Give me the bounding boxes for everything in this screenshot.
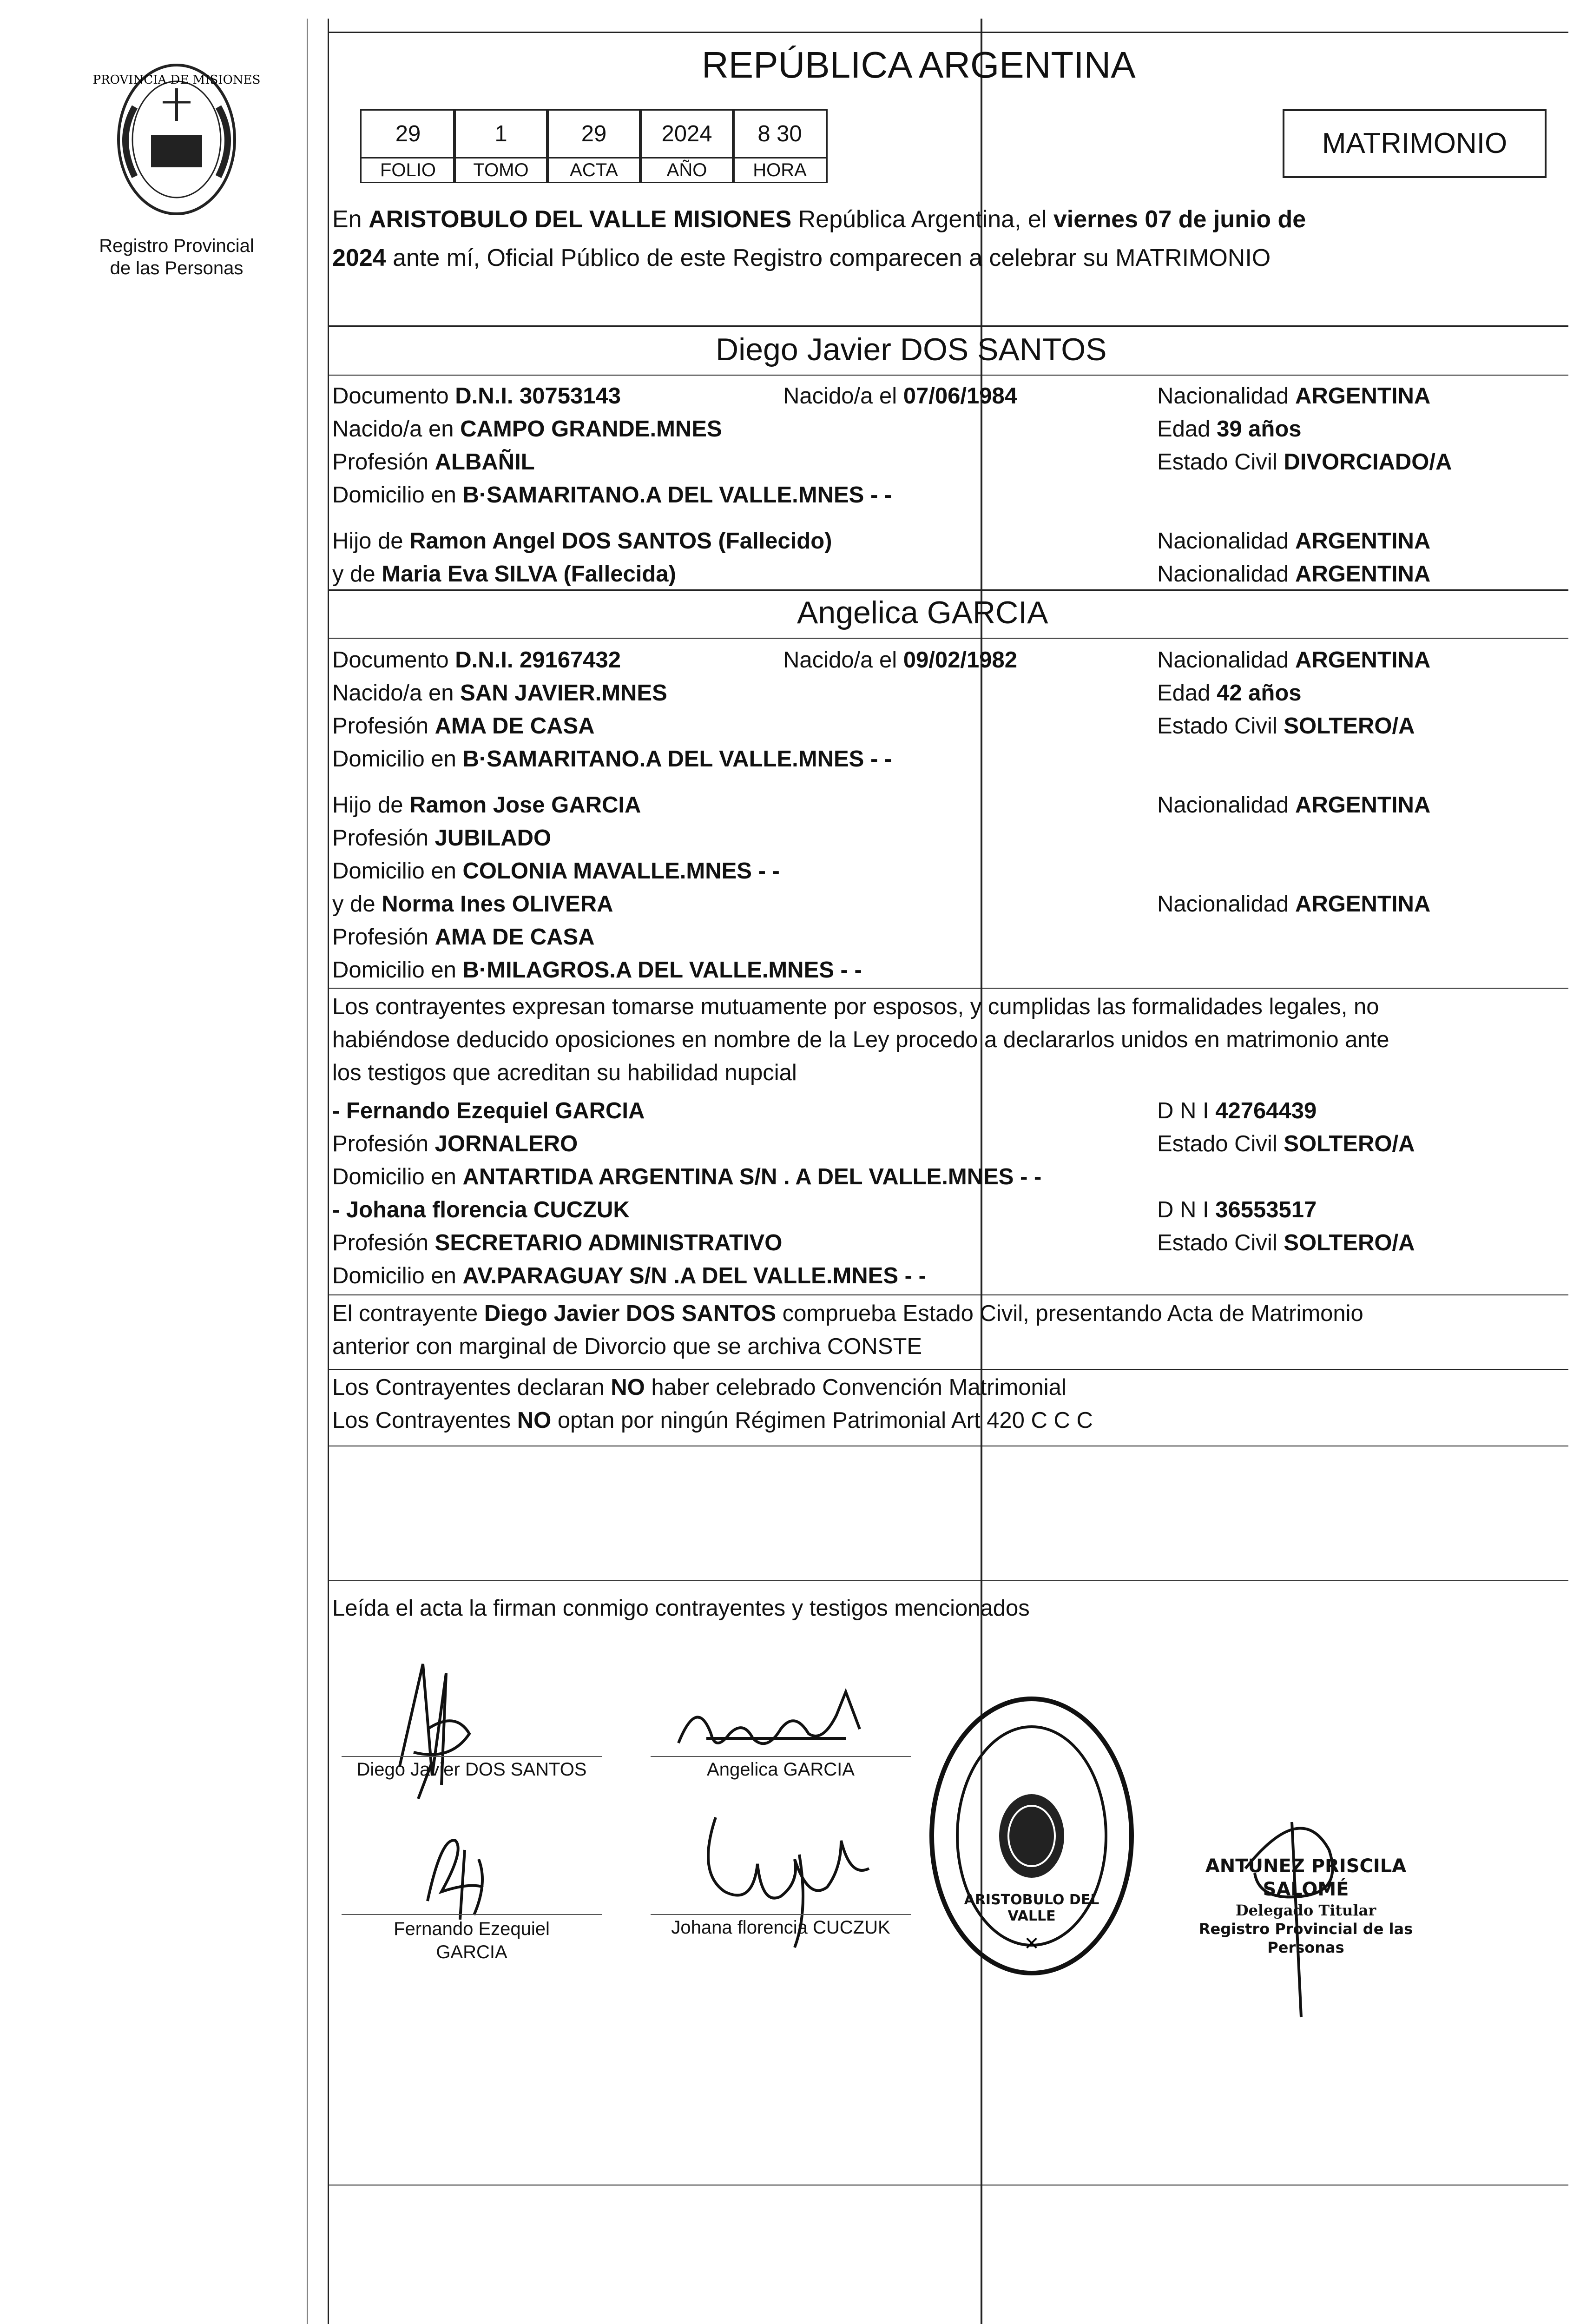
conventions-prefix-1: Los Contrayentes declaran bbox=[332, 1375, 605, 1400]
spouse1-dom-value: B·SAMARITANO.A DEL VALLE.MNES - - bbox=[462, 482, 892, 508]
spouse2-civil-label: Estado Civil bbox=[1157, 713, 1277, 739]
conventions-line-2 bbox=[332, 1406, 1093, 1434]
spouse2-doc-value: D.N.I. 29167432 bbox=[455, 647, 621, 673]
conventions-line-1 bbox=[332, 1373, 1066, 1401]
spouse2-mother-value: Norma Ines OLIVERA bbox=[382, 891, 613, 917]
witness2-dom-label: Domicilio en bbox=[332, 1263, 456, 1288]
spouse2-doc-label: Documento bbox=[332, 647, 449, 673]
intro-line-1 bbox=[332, 205, 1306, 233]
tomo-value: 1 bbox=[453, 109, 549, 158]
spouse1-prof-value: ALBAÑIL bbox=[434, 449, 535, 475]
witness2-dom-value: AV.PARAGUAY S/N .A DEL VALLE.MNES - - bbox=[462, 1263, 926, 1288]
intro-place: ARISTOBULO DEL VALLE MISIONES bbox=[369, 206, 792, 233]
spouse2-nat-value: ARGENTINA bbox=[1295, 647, 1431, 673]
hora-value: 8 30 bbox=[732, 109, 828, 158]
witness1-dom-value: ANTARTIDA ARGENTINA S/N . A DEL VALLE.MNES - - bbox=[462, 1164, 1042, 1189]
act-type-label: MATRIMONIO bbox=[1322, 127, 1508, 159]
spouse1-father-nat-value: ARGENTINA bbox=[1295, 528, 1431, 554]
tomo-label: TOMO bbox=[453, 157, 549, 183]
note-line-2: anterior con marginal de Divorcio que se archiva CONSTE bbox=[332, 1334, 922, 1359]
spouse1-mother-nat-value: ARGENTINA bbox=[1295, 561, 1431, 587]
spouse1-born-label: Nacido/a el bbox=[783, 383, 897, 409]
witness2-civil bbox=[1157, 1229, 1415, 1257]
witness1-prof-value: JORNALERO bbox=[434, 1131, 578, 1156]
intro-rest: ante mí, Oficial Público de este Registro comparecen a celebrar su MATRIMONIO bbox=[393, 244, 1271, 271]
spouse1-age-label: Edad bbox=[1157, 416, 1211, 442]
witness2-civil-value: SOLTERO/A bbox=[1284, 1230, 1415, 1255]
witness2-dni bbox=[1157, 1196, 1317, 1224]
spouse1-doc bbox=[332, 382, 621, 410]
spouse2-mother-nat bbox=[1157, 890, 1430, 918]
witness1-civil-label: Estado Civil bbox=[1157, 1131, 1277, 1156]
spouse2-birthplace-label: Nacido/a en bbox=[332, 680, 454, 706]
spouse1-doc-value: D.N.I. 30753143 bbox=[455, 383, 621, 409]
signature-3-line bbox=[342, 1914, 602, 1915]
spouse2-father bbox=[332, 791, 641, 819]
spouse1-civil bbox=[1157, 448, 1452, 476]
witness2-prof bbox=[332, 1229, 782, 1257]
signature-2-icon bbox=[669, 1687, 883, 1762]
spouse2-birthplace-value: SAN JAVIER.MNES bbox=[460, 680, 667, 706]
witness1-prof-label: Profesión bbox=[332, 1131, 429, 1156]
spouse1-nat bbox=[1157, 382, 1430, 410]
witness2-name: - Johana florencia CUCZUK bbox=[332, 1197, 630, 1222]
note-name: Diego Javier DOS SANTOS bbox=[484, 1301, 776, 1326]
intro-mid: República Argentina, el bbox=[798, 206, 1047, 233]
witness1-name: - Fernando Ezequiel GARCIA bbox=[332, 1098, 645, 1123]
registry-logo-label-line1: Registro Provincial bbox=[99, 236, 254, 256]
stamp-inner-text: ARISTOBULO DEL VALLE bbox=[964, 1892, 1099, 1924]
form-left-border bbox=[328, 19, 329, 2324]
spouse2-mother-dom-value: B·MILAGROS.A DEL VALLE.MNES - - bbox=[462, 957, 862, 983]
spouse2-age-value: 42 años bbox=[1217, 680, 1302, 706]
spouse2-mother-dom bbox=[332, 956, 862, 984]
witness2-dni-label: D N I bbox=[1157, 1197, 1209, 1222]
conventions-no-2: NO bbox=[517, 1408, 552, 1433]
conventions-top-rule bbox=[328, 1369, 1568, 1370]
spouse2-mother-prof-label: Profesión bbox=[332, 924, 429, 950]
note-rest: comprueba Estado Civil, presentando Acta de Matrimonio bbox=[782, 1301, 1363, 1326]
signature-3-name-line2: GARCIA bbox=[436, 1942, 507, 1962]
hora-label: HORA bbox=[732, 157, 828, 183]
signature-4-icon bbox=[692, 1799, 888, 1966]
spouse2-birthplace bbox=[332, 679, 667, 707]
intro-line-2 bbox=[332, 244, 1271, 272]
spouse2-father-prof-label: Profesión bbox=[332, 825, 429, 851]
emblem-text: PROVINCIA DE MISIONES bbox=[92, 73, 261, 87]
spouse1-prof bbox=[332, 448, 535, 476]
spouse2-father-value: Ramon Jose GARCIA bbox=[409, 792, 641, 818]
spouse2-dom-value: B·SAMARITANO.A DEL VALLE.MNES - - bbox=[462, 746, 892, 772]
spouse1-name: Diego Javier DOS SANTOS bbox=[716, 332, 1107, 367]
spouse2-dom bbox=[332, 745, 892, 773]
spouse2-nat-label: Nacionalidad bbox=[1157, 647, 1289, 673]
spouse1-mother bbox=[332, 560, 676, 588]
spouse2-doc bbox=[332, 646, 621, 674]
registry-logo-label-line2: de las Personas bbox=[110, 258, 244, 278]
spouse1-dom-label: Domicilio en bbox=[332, 482, 456, 508]
spouse1-mother-nat-label: Nacionalidad bbox=[1157, 561, 1289, 587]
signature-1-name: Diego Javier DOS SANTOS bbox=[356, 1759, 587, 1780]
spouse1-age-value: 39 años bbox=[1217, 416, 1302, 442]
spouse2-father-nat-label: Nacionalidad bbox=[1157, 792, 1289, 818]
spouse1-name-rule bbox=[328, 375, 1568, 376]
closing-text: Leída el acta la firman conmigo contrayentes y testigos mencionados bbox=[332, 1596, 1030, 1621]
signature-4-line bbox=[651, 1914, 911, 1915]
spouse1-birthplace-value: CAMPO GRANDE.MNES bbox=[460, 416, 722, 442]
spouse2-dom-label: Domicilio en bbox=[332, 746, 456, 772]
svg-text:✕: ✕ bbox=[1024, 1933, 1040, 1954]
spouse1-age bbox=[1157, 415, 1302, 443]
official-block bbox=[1162, 1855, 1450, 1957]
witness1-civil-value: SOLTERO/A bbox=[1284, 1131, 1415, 1156]
spouse2-father-nat-value: ARGENTINA bbox=[1295, 792, 1431, 818]
spouse1-mother-nat bbox=[1157, 560, 1430, 588]
note-line-1 bbox=[332, 1300, 1363, 1327]
witness2-prof-value: SECRETARIO ADMINISTRATIVO bbox=[434, 1230, 783, 1255]
witness1-dom-label: Domicilio en bbox=[332, 1164, 456, 1189]
spouse1-prof-label: Profesión bbox=[332, 449, 429, 475]
spouse2-mother-label: y de bbox=[332, 891, 375, 917]
registry-stamp-icon bbox=[925, 1692, 1139, 1980]
intro-prefix: En bbox=[332, 206, 362, 233]
spouse2-born-label: Nacido/a el bbox=[783, 647, 897, 673]
signature-4-name: Johana florencia CUCZUK bbox=[671, 1917, 890, 1938]
spouse1-doc-label: Documento bbox=[332, 383, 449, 409]
spouse1-nat-value: ARGENTINA bbox=[1295, 383, 1431, 409]
signature-3-name-line1: Fernando Ezequiel bbox=[394, 1919, 550, 1939]
spouse2-born-value: 09/02/1982 bbox=[903, 647, 1018, 673]
provincial-emblem-icon bbox=[92, 51, 261, 228]
declaration-line-1: Los contrayentes expresan tomarse mutuamente por esposos, y cumplidas las formalidades legales, no bbox=[332, 994, 1379, 1019]
witness2-dom bbox=[332, 1262, 926, 1290]
spouse2-father-nat bbox=[1157, 791, 1430, 819]
spouse2-top-rule bbox=[328, 589, 1568, 591]
spouse1-civil-value: DIVORCIADO/A bbox=[1284, 449, 1452, 475]
registry-logo bbox=[92, 51, 261, 228]
acta-label: ACTA bbox=[546, 157, 642, 183]
spouse2-father-label: Hijo de bbox=[332, 792, 403, 818]
spouse1-born-value: 07/06/1984 bbox=[903, 383, 1018, 409]
spouse2-mother-nat-label: Nacionalidad bbox=[1157, 891, 1289, 917]
spouse2-civil bbox=[1157, 712, 1415, 740]
registry-logo-label bbox=[74, 235, 279, 279]
official-role: Delegado Titular bbox=[1235, 1901, 1376, 1919]
spouse1-birthplace bbox=[332, 415, 722, 443]
signature-2-line bbox=[651, 1756, 911, 1757]
spouse2-age bbox=[1157, 679, 1302, 707]
witness1-dni bbox=[1157, 1097, 1317, 1125]
declaration-top-rule bbox=[328, 988, 1568, 989]
official-office: Registro Provincial de las Personas bbox=[1198, 1920, 1413, 1956]
spouse1-father-nat-label: Nacionalidad bbox=[1157, 528, 1289, 554]
spouse1-father-nat bbox=[1157, 527, 1430, 555]
anio-value: 2024 bbox=[639, 109, 735, 158]
spouse2-name-rule bbox=[328, 638, 1568, 639]
conventions-rest-1: haber celebrado Convención Matrimonial bbox=[651, 1375, 1066, 1400]
country-title: REPÚBLICA ARGENTINA bbox=[702, 44, 1136, 86]
spouse1-mother-label: y de bbox=[332, 561, 375, 587]
acta-value: 29 bbox=[546, 109, 642, 158]
spouse2-name: Angelica GARCIA bbox=[797, 595, 1048, 630]
spouse2-prof-label: Profesión bbox=[332, 713, 429, 739]
conventions-no-1: NO bbox=[611, 1375, 645, 1400]
conventions-rest-2: optan por ningún Régimen Patrimonial Art 420 C C C bbox=[557, 1408, 1093, 1433]
note-prefix: El contrayente bbox=[332, 1301, 478, 1326]
conventions-prefix-2: Los Contrayentes bbox=[332, 1408, 511, 1433]
anio-label: AÑO bbox=[639, 157, 735, 183]
signature-1-icon bbox=[372, 1645, 511, 1831]
left-margin-line bbox=[307, 19, 308, 2324]
spouse2-nat bbox=[1157, 646, 1430, 674]
signature-3-name bbox=[342, 1917, 602, 1964]
spouse1-civil-label: Estado Civil bbox=[1157, 449, 1277, 475]
witness1-dom bbox=[332, 1163, 1041, 1191]
spouse2-father-dom-value: COLONIA MAVALLE.MNES - - bbox=[462, 858, 780, 884]
witness2-civil-label: Estado Civil bbox=[1157, 1230, 1277, 1255]
note-top-rule bbox=[328, 1294, 1568, 1295]
spouse1-father bbox=[332, 527, 832, 555]
spouse2-mother bbox=[332, 890, 613, 918]
witness1-dni-label: D N I bbox=[1157, 1098, 1209, 1123]
top-rule bbox=[328, 32, 1568, 33]
spouse1-birthplace-label: Nacido/a en bbox=[332, 416, 454, 442]
spouse2-mother-prof bbox=[332, 923, 595, 951]
spouse1-father-value: Ramon Angel DOS SANTOS (Fallecido) bbox=[409, 528, 832, 554]
blank-section-rule bbox=[328, 1580, 1568, 1581]
signature-2-name: Angelica GARCIA bbox=[707, 1759, 855, 1780]
witness1-civil bbox=[1157, 1130, 1415, 1158]
official-name: ANTUNEZ PRISCILA SALOMÉ bbox=[1205, 1855, 1407, 1900]
spouse2-civil-value: SOLTERO/A bbox=[1284, 713, 1415, 739]
spouse1-top-rule bbox=[328, 325, 1568, 327]
spouse2-father-prof bbox=[332, 824, 551, 852]
spouse2-age-label: Edad bbox=[1157, 680, 1211, 706]
spouse2-mother-dom-label: Domicilio en bbox=[332, 957, 456, 983]
declaration-line-2: habiéndose deducido oposiciones en nombre de la Ley procedo a declararlos unidos en matrimonio ante bbox=[332, 1027, 1389, 1052]
spouse1-dom bbox=[332, 481, 892, 509]
folio-label: FOLIO bbox=[360, 157, 456, 183]
spouse2-mother-nat-value: ARGENTINA bbox=[1295, 891, 1431, 917]
witness1-dni-value: 42764439 bbox=[1215, 1098, 1317, 1123]
witness1-prof bbox=[332, 1130, 578, 1158]
spouse2-born bbox=[783, 646, 1017, 674]
spouse1-father-label: Hijo de bbox=[332, 528, 403, 554]
spouse1-mother-value: Maria Eva SILVA (Fallecida) bbox=[382, 561, 676, 587]
spouse2-prof bbox=[332, 712, 595, 740]
intro-date: viernes 07 de junio de bbox=[1053, 206, 1306, 233]
act-type-box bbox=[1283, 109, 1547, 178]
declaration-line-3: los testigos que acreditan su habilidad nupcial bbox=[332, 1060, 797, 1085]
spouse1-born bbox=[783, 382, 1017, 410]
witness2-prof-label: Profesión bbox=[332, 1230, 429, 1255]
witness2-dni-value: 36553517 bbox=[1215, 1197, 1317, 1222]
spouse2-father-dom bbox=[332, 857, 780, 885]
spouse2-father-dom-label: Domicilio en bbox=[332, 858, 456, 884]
spouse1-nat-label: Nacionalidad bbox=[1157, 383, 1289, 409]
official-stamp bbox=[925, 1692, 1139, 1980]
spouse2-father-prof-value: JUBILADO bbox=[434, 825, 552, 851]
intro-year: 2024 bbox=[332, 244, 386, 271]
folio-value: 29 bbox=[360, 109, 456, 158]
spouse2-prof-value: AMA DE CASA bbox=[434, 713, 595, 739]
signature-1-line bbox=[342, 1756, 602, 1757]
spouse2-mother-prof-value: AMA DE CASA bbox=[434, 924, 595, 950]
